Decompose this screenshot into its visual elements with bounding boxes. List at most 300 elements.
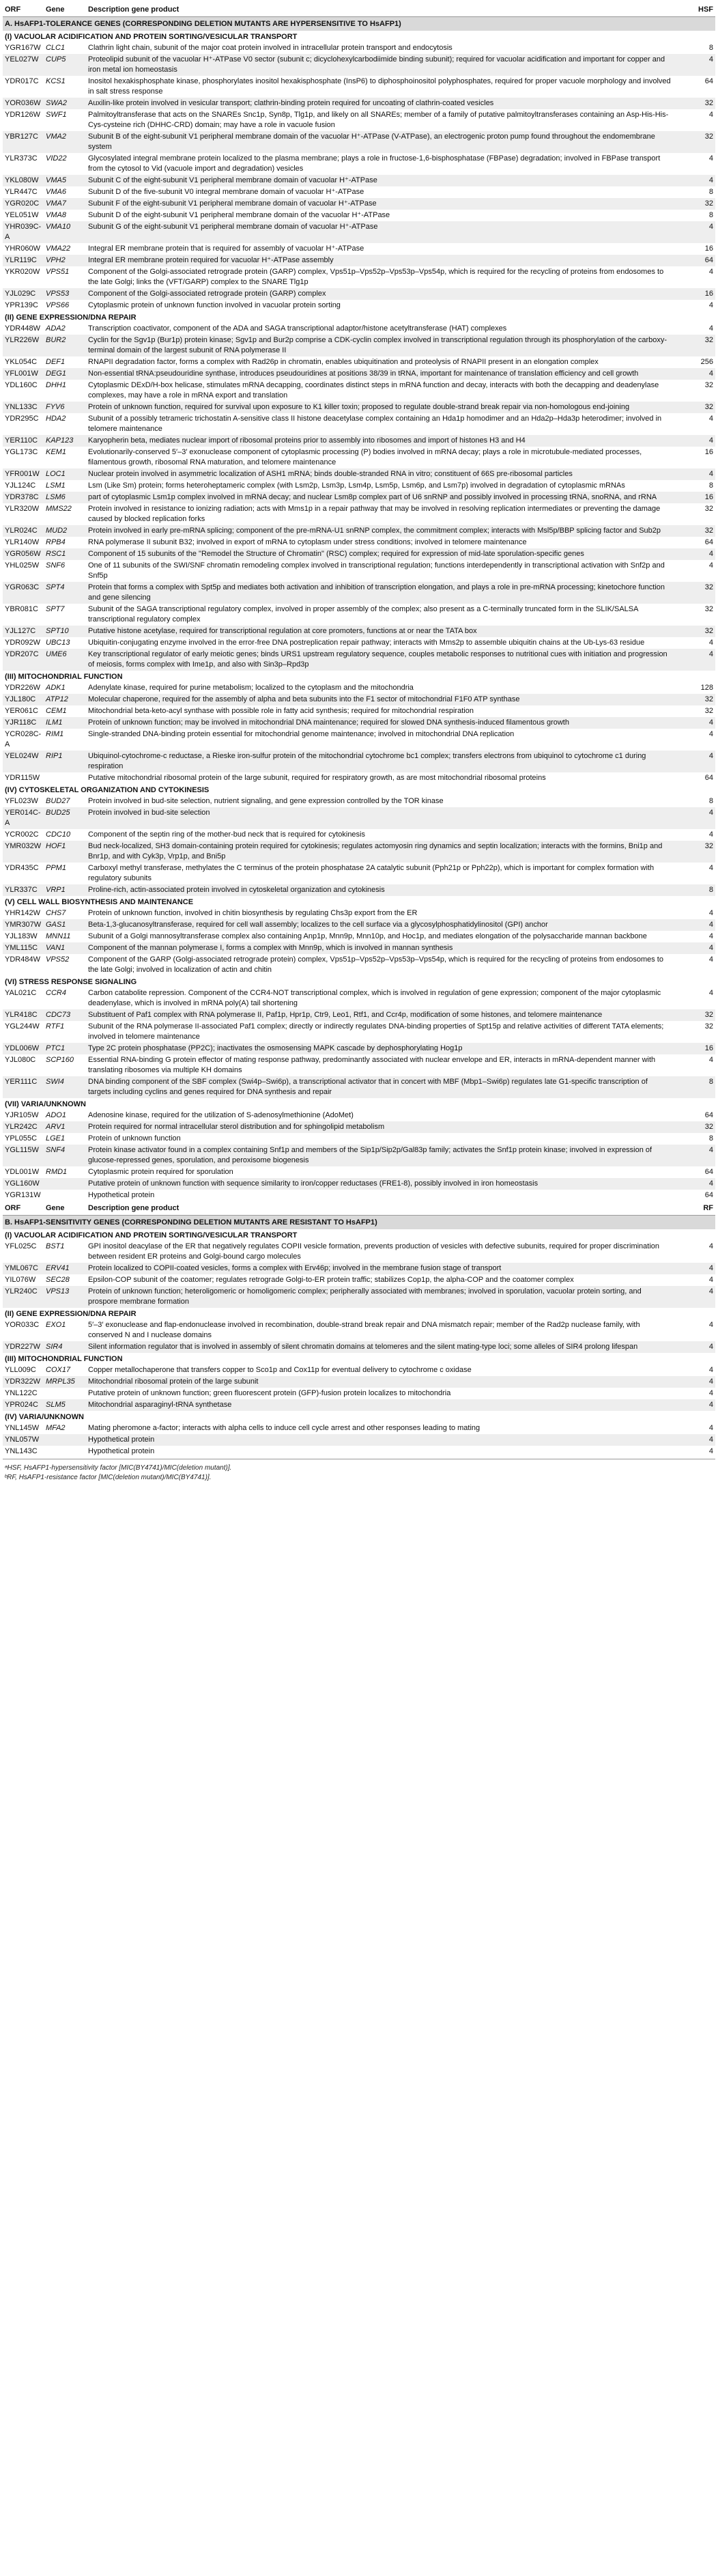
orf-cell: YPL055C [5, 1134, 38, 1143]
orf-cell: YLR373C [5, 154, 38, 163]
table-row [3, 1145, 715, 1166]
table-row [3, 480, 715, 492]
factor-cell: 4 [673, 548, 715, 560]
factor-cell: 4 [673, 468, 715, 480]
table-row [3, 560, 715, 582]
orf-cell: YLR240C [3, 1286, 44, 1308]
orf-cell: YLR337C [3, 884, 44, 896]
factor-cell: 4 [673, 1399, 715, 1411]
orf-cell: YDR484W [5, 955, 40, 964]
description-cell: Integral ER membrane protein required for vacuolar H⁺-ATPase assembly [86, 255, 673, 266]
description-cell: Copper metallochaperone that transfers copper to Sco1p and Cox11p for eventual delivery to cytochrome c oxidase [88, 1366, 472, 1374]
factor-cell: 4 [708, 1424, 713, 1432]
table-footnotes [3, 1459, 715, 1483]
description-cell: Cytoplasmic protein of unknown function involved in vacuolar protein sorting [88, 301, 341, 309]
gene-cell: ADK1 [46, 684, 66, 692]
table-row [3, 796, 715, 807]
table-row [3, 604, 715, 626]
description-cell: Evolutionarily-conserved 5′–3′ exonuclease component of cytoplasmic processing (P) bodies involved in mRNA decay; plays a role in microtubule-mediated processes, filamentous growth, ribosomal RNA maturation, and telomere maintenance [88, 448, 642, 466]
description-cell: Substituent of Paf1 complex with RNA polymerase II, Paf1p, Hpr1p, Ctr9, Leo1, Rtf1, and Ccr4p, modification of some histones, and telomere maintenance [86, 1009, 673, 1021]
orf-cell: YJL124C [5, 481, 36, 490]
orf-cell: YDR226W [5, 684, 40, 692]
gene-cell: VPS51 [46, 268, 70, 276]
description-cell: Mating pheromone a-factor; interacts with alpha cells to induce cell cycle arrest and other responses leading to mating [88, 1424, 480, 1432]
table-row [3, 1121, 715, 1133]
factor-cell: 4 [708, 301, 713, 309]
factor-cell: 16 [673, 492, 715, 503]
gene-cell: RSC1 [44, 548, 86, 560]
gene-cell: KEM1 [46, 448, 66, 456]
factor-cell: 8 [708, 188, 713, 196]
gene-cell [44, 1434, 86, 1446]
description-cell: Putative mitochondrial ribosomal protein of the large subunit, required for respiratory growth, as are most mitochondrial ribosomal proteins [88, 774, 546, 782]
category-heading: (I) VACUOLAR ACIDIFICATION AND PROTEIN SORTING/VESICULAR TRANSPORT [5, 33, 298, 41]
description-cell: Adenosine kinase, required for the utilization of S-adenosylmethionine (AdoMet) [88, 1111, 354, 1119]
table-row [3, 98, 715, 109]
orf-cell: YGL244W [5, 1022, 40, 1031]
category-heading: (II) GENE EXPRESSION/DNA REPAIR [5, 1310, 137, 1318]
factor-cell: 4 [673, 1263, 715, 1274]
gene-cell: VMA2 [44, 131, 86, 153]
gene-cell: VMA6 [46, 188, 66, 196]
orf-cell: YJL029C [3, 288, 44, 300]
description-cell: Component of the Golgi-associated retrograde protein (GARP) complex, Vps51p–Vps52p–Vps53p–Vps54p, which is required for the recycling of proteins from endosomes to the late Golgi; links the (VFT/GARP) complex to the SNARE Tlg1p [88, 268, 664, 286]
factor-cell: 32 [704, 605, 713, 613]
orf-cell: YLR024C [3, 525, 44, 537]
table-row [3, 626, 715, 637]
description-cell: Protein that forms a complex with Spt5p and mediates both activation and inhibition of transcription elongation, and plays a role in pre-mRNA processing; kinetochore function and gene silencing [86, 582, 673, 604]
description-cell: Beta-1,3-glucanosyltransferase, required for cell wall assembly; localizes to the cell surface via a glycosylphosphatidylinositol (GPI) anchor [86, 919, 673, 931]
gene-cell: MUD2 [44, 525, 86, 537]
orf-cell: YKR020W [5, 268, 40, 276]
description-cell: Silent information regulator that is involved in assembly of silent chromatin domains at telomeres and the silent mating-type loci; some alleles of SIR4 prolong lifespan [86, 1341, 673, 1353]
orf-cell: YNL133C [3, 402, 44, 413]
description-cell: Proline-rich, actin-associated protein involved in cytoskeletal organization and cytokinesis [86, 884, 673, 896]
gene-cell: SWF1 [46, 111, 67, 119]
orf-cell: YLR242C [3, 1121, 44, 1133]
description-cell: Component of the Golgi-associated retrograde protein (GARP) complex [86, 288, 673, 300]
gene-cell: GAS1 [44, 919, 86, 931]
factor-cell: 4 [708, 1056, 713, 1064]
description-cell: Protein involved in bud-site selection [86, 807, 673, 829]
table-row [3, 1364, 715, 1376]
description-cell: Bud neck-localized, SH3 domain-containing protein required for cytokinesis; regulates actomyosin ring dynamics and septin localization; interacts with the formins, Bni1p and Bnr1p, and with Cyk3p, Vrp1p, and Bni5p [86, 841, 673, 863]
description-cell: Palmitoyltransferase that acts on the SNAREs Snc1p, Syn8p, Tlg1p, and likely on all SNAREs; member of a family of putative palmitoyltransferases containing an Asp-His-His-Cys-cysteine rich (DHHC-CRD) domain; may have a role in vacuole fusion [88, 111, 669, 129]
table-row [3, 717, 715, 729]
orf-cell: YKL080W [3, 175, 44, 186]
table-row [3, 525, 715, 537]
description-cell: Auxilin-like protein involved in vesicular transport; clathrin-binding protein required for uncoating of clathrin-coated vesicles [86, 98, 673, 109]
table-row [3, 1076, 715, 1098]
factor-cell: 16 [704, 448, 713, 456]
footnote-hsf: ᵃHSF, HsAFP1-hypersensitivity factor [MIC(BY4741)/MIC(deletion mutant)]. [5, 1464, 232, 1472]
factor-cell: 4 [673, 221, 715, 243]
gene-cell: KAP123 [44, 435, 86, 447]
description-cell: Subunit of the RNA polymerase II-associated Paf1 complex; directly or indirectly regulates DNA-binding properties of Spt15p and relative activities of different TATA elements; involved in telomere maintenance [88, 1022, 664, 1041]
orf-cell: YDR227W [3, 1341, 44, 1353]
category-heading: (III) MITOCHONDRIAL FUNCTION [5, 1355, 123, 1363]
table-row [3, 919, 715, 931]
orf-cell: YAL021C [5, 989, 37, 997]
gene-cell: SWA2 [44, 98, 86, 109]
description-cell: Proteolipid subunit of the vacuolar H⁺-ATPase V0 sector (subunit c; dicyclohexylcarbodiimide binding subunit); required for vacuolar acidification and important for copper and iron metal ion homeostasis [86, 54, 673, 76]
orf-cell: YNL122C [5, 1389, 38, 1397]
category-heading: (IV) VARIA/UNKNOWN [5, 1413, 84, 1421]
gene-cell: CHS7 [46, 909, 66, 917]
table-row [3, 221, 715, 243]
factor-cell: 8 [708, 481, 713, 490]
orf-cell: YFR001W [3, 468, 44, 480]
factor-cell: 4 [673, 1286, 715, 1308]
table-row [3, 186, 715, 198]
orf-cell: YCR028C-A [5, 730, 42, 748]
description-cell: Protein involved in resistance to ionizing radiation; acts with Mms1p in a repair pathway that may be involved in resolving replication intermediates or preventing the damage caused by blocked replication forks [88, 505, 661, 523]
orf-cell: YLR320W [5, 505, 40, 513]
description-cell: Protein involved in bud-site selection, nutrient signaling, and gene expression controlled by the TOR kinase [88, 797, 444, 805]
factor-cell: 8 [708, 211, 713, 219]
table-row [3, 447, 715, 468]
column-header-description: Description gene product [86, 3, 673, 17]
category-heading-row [3, 1098, 715, 1110]
table-row [3, 1434, 715, 1446]
factor-cell: 4 [673, 717, 715, 729]
orf-cell: YFL001W [3, 368, 44, 380]
orf-cell: YHL025W [5, 561, 40, 570]
description-cell: Component of 15 subunits of the "Remodel the Structure of Chromatin" (RSC) complex; required for expression of mid-late sporulation-specific genes [86, 548, 673, 560]
factor-cell: 4 [708, 932, 713, 940]
orf-cell: YDR435C [5, 864, 39, 872]
gene-cell: VID22 [46, 154, 67, 163]
factor-cell: 4 [708, 1447, 713, 1455]
table-row [3, 243, 715, 255]
description-cell: Adenylate kinase, required for purine metabolism; localized to the cytoplasm and the mitochondria [88, 684, 414, 692]
description-cell: Subunit of a possibly tetrameric trichostatin A-sensitive class II histone deacetylase complex containing an Hda1p homodimer and an Hda2p–Hda3p heterodimer; involved in telomere maintenance [88, 415, 662, 433]
gene-cell: DHH1 [46, 381, 66, 389]
description-cell: Protein of unknown function; may be involved in mitochondrial DNA maintenance; required for slowed DNA synthesis-induced filamentous growth [86, 717, 673, 729]
gene-cell: BUD25 [44, 807, 86, 829]
factor-cell: 4 [673, 751, 715, 772]
table-row [3, 1388, 715, 1399]
description-cell: Hypothetical protein [86, 1434, 673, 1446]
orf-cell: YDR295C [5, 415, 39, 423]
orf-cell: YPR024C [3, 1399, 44, 1411]
gene-cell: CEM1 [46, 707, 67, 715]
table-row [3, 468, 715, 480]
gene-cell: UME6 [44, 649, 86, 671]
description-cell: RNA polymerase II subunit B32; involved in export of mRNA to cytoplasm under stress conditions; involved in telomere maintenance [88, 538, 527, 546]
table-row [3, 772, 715, 784]
category-heading-row [3, 311, 715, 323]
description-cell: Integral ER membrane protein that is required for assembly of vacuolar H⁺-ATPase [88, 244, 364, 253]
factor-cell: 4 [673, 175, 715, 186]
orf-cell: YLR119C [3, 255, 44, 266]
description-cell: Subunit F of the eight-subunit V1 peripheral membrane domain of vacuolar H⁺-ATPase [86, 198, 673, 210]
factor-cell: 4 [673, 807, 715, 829]
table-row [3, 368, 715, 380]
column-header-description: Description gene product [86, 1201, 673, 1216]
table-row [3, 492, 715, 503]
description-cell: Ubiquitin-conjugating enzyme involved in the error-free DNA postreplication repair pathway; interacts with Mms2p to assemble ubiquitin chains at the Ub-Lys-63 residue [88, 639, 645, 647]
table-row [3, 198, 715, 210]
gene-cell: CUP5 [44, 54, 86, 76]
gene-cell: RPB4 [46, 538, 66, 546]
description-cell: Type 2C protein phosphatase (PP2C); inactivates the osmosensing MAPK cascade by dephosphorylating Hog1p [86, 1043, 673, 1054]
gene-cell: KCS1 [46, 77, 66, 85]
table-row [3, 335, 715, 356]
gene-cell: VAN1 [44, 942, 86, 954]
factor-cell: 4 [708, 324, 713, 333]
factor-cell: 32 [673, 841, 715, 863]
gene-cell: RIP1 [44, 751, 86, 772]
gene-cell: MNN11 [46, 932, 71, 940]
gene-cell: ADA2 [46, 324, 66, 333]
factor-cell: 4 [673, 1341, 715, 1353]
description-cell: Subunit C of the eight-subunit V1 peripheral membrane domain of vacuolar H⁺-ATPase [86, 175, 673, 186]
factor-cell: 4 [708, 639, 713, 647]
gene-cell: RMD1 [46, 1168, 68, 1176]
description-cell: Cyclin for the Sgv1p (Bur1p) protein kinase; Sgv1p and Bur2p comprise a CDK-cyclin complex involved in transcriptional regulation through its phosphorylation of the carboxy-terminal domain of the largest subunit of RNA polymerase II [86, 335, 673, 356]
gene-cell: VRP1 [44, 884, 86, 896]
orf-cell: YKL054C [5, 358, 38, 366]
table-row [3, 863, 715, 884]
factor-cell: 256 [700, 358, 713, 366]
factor-cell: 4 [673, 368, 715, 380]
description-cell: Non-essential tRNA:pseudouridine synthase, introduces pseudouridines at positions 38/39 in tRNA, important for maintenance of translation efficiency and cell growth [86, 368, 673, 380]
factor-cell: 4 [708, 864, 713, 872]
orf-cell: YEL051W [5, 211, 39, 219]
gene-cell: DEF1 [46, 358, 66, 366]
table-row [3, 537, 715, 548]
description-cell: Protein of unknown function, required for survival upon exposure to K1 killer toxin; proposed to regulate double-strand break repair via non-homologous end-joining [86, 402, 673, 413]
gene-cell: CCR4 [46, 989, 66, 997]
column-header-value: HSF [673, 3, 715, 17]
description-cell: Lsm (Like Sm) protein; forms heteroheptameric complex (with Lsm2p, Lsm3p, Lsm4p, Lsm5p, Lsm6p, and Lsm7p) involved in degradation of cytoplasmic mRNAs [88, 481, 625, 490]
orf-cell: YJR118C [3, 717, 44, 729]
orf-cell: YHR060W [5, 244, 40, 253]
gene-cell: BUD27 [46, 797, 70, 805]
description-cell: Key transcriptional regulator of early meiotic genes; binds URS1 upstream regulatory sequence, couples metabolic responses to nutritional cues with initiation and progression of meiosis, forms complex with Ime1p, and also with Sin3p–Rpd3p [86, 649, 673, 671]
category-heading: (V) CELL WALL BIOSYNTHESIS AND MAINTENANCE [5, 898, 194, 906]
factor-cell: 32 [704, 1022, 713, 1031]
table-row [3, 1043, 715, 1054]
orf-cell: YGR167W [5, 44, 41, 52]
gene-cell: ILM1 [44, 717, 86, 729]
gene-cell: BST1 [46, 1242, 65, 1250]
category-heading-row [3, 1353, 715, 1364]
orf-cell: YLL009C [5, 1366, 36, 1374]
category-heading-row [3, 896, 715, 908]
description-cell: Ubiquinol-cytochrome-c reductase, a Rieske iron-sulfur protein of the mitochondrial cytochrome bc1 complex; transfers electrons from ubiquinol to cytochrome c1 during respiration [86, 751, 673, 772]
factor-cell: 4 [673, 1145, 715, 1166]
section-heading: A. HsAFP1-TOLERANCE GENES (CORRESPONDING DELETION MUTANTS ARE HYPERSENSITIVE TO HsAFP1) [3, 17, 715, 31]
description-cell: Subunit D of the eight-subunit V1 peripheral membrane domain of the vacuolar H⁺-ATPase [88, 211, 390, 219]
orf-cell: YNL057W [3, 1434, 44, 1446]
gene-cell [44, 1388, 86, 1399]
table-row [3, 175, 715, 186]
orf-cell: YJL180C [3, 694, 44, 705]
factor-cell: 16 [704, 244, 713, 253]
description-cell: Protein kinase activator found in a complex containing Snf1p and members of the Sip1p/Sip2p/Gal83p family; activates the Snf1p protein kinase; involved in expression of glucose-repressed genes, sporulation, and peroxisome biogenesis [86, 1145, 673, 1166]
orf-cell: YDR115W [5, 774, 40, 782]
orf-cell: YHR039C-A [3, 221, 44, 243]
factor-cell: 4 [708, 154, 713, 163]
gene-cell: BUR2 [44, 335, 86, 356]
factor-cell: 64 [704, 1168, 713, 1176]
table-row [3, 76, 715, 98]
description-cell: Hypothetical protein [88, 1191, 155, 1199]
orf-cell: YDL160C [5, 381, 38, 389]
table-row [3, 323, 715, 335]
factor-cell: 64 [704, 1111, 713, 1119]
description-cell: Putative histone acetylase, required for transcriptional regulation at core promoters, functions at or near the TATA box [86, 626, 673, 637]
factor-cell: 32 [673, 582, 715, 604]
gene-cell: LGE1 [46, 1134, 66, 1143]
orf-cell: YDR017C [5, 77, 39, 85]
gene-cell: PPM1 [46, 864, 66, 872]
factor-cell: 4 [708, 909, 713, 917]
category-heading-row [3, 1229, 715, 1241]
description-cell: Subunit D of the five-subunit V0 integral membrane domain of vacuolar H⁺-ATPase [88, 188, 364, 196]
table-row [3, 1190, 715, 1201]
orf-cell: YHR142W [5, 909, 40, 917]
description-cell: GPI inositol deacylase of the ER that negatively regulates COPII vesicle formation, prevents production of vesicles with defective subunits, required for proper discrimination between resident ER proteins and Golgi-bound cargo molecules [88, 1242, 660, 1261]
table-row [3, 1423, 715, 1434]
factor-cell: 32 [673, 1009, 715, 1021]
orf-cell: YDR378C [3, 492, 44, 503]
factor-cell: 4 [673, 1434, 715, 1446]
gene-table-body [3, 3, 715, 1457]
table-row [3, 548, 715, 560]
orf-cell: YNL145W [5, 1424, 40, 1432]
table-row [3, 288, 715, 300]
factor-cell: 32 [673, 402, 715, 413]
orf-cell: YEL027W [3, 54, 44, 76]
table-row [3, 1241, 715, 1263]
table-row [3, 266, 715, 288]
description-cell: Mitochondrial beta-keto-acyl synthase with possible role in fatty acid synthesis; required for mitochondrial respiration [88, 707, 474, 715]
table-row [3, 988, 715, 1009]
orf-cell: YEL024W [3, 751, 44, 772]
table-row [3, 637, 715, 649]
factor-cell: 4 [708, 1276, 713, 1284]
table-row [3, 729, 715, 751]
gene-cell [44, 772, 86, 784]
gene-cell: ADO1 [46, 1111, 66, 1119]
orf-cell: YJL183W [5, 932, 38, 940]
description-cell: Protein of unknown function; heteroligomeric or homoligomeric complex; peripherally associated with membranes; involved in sporulation, vacuolar protein sorting, and prospore membrane formation [86, 1286, 673, 1308]
description-cell: part of cytoplasmic Lsm1p complex involved in mRNA decay; and nuclear Lsm8p complex part of U6 snRNP and possibly involved in processing tRNA, snoRNA, and rRNA [86, 492, 673, 503]
description-cell: One of 11 subunits of the SWI/SNF chromatin remodeling complex involved in transcriptional regulation; functions interdependently in transcriptional activation with Snf2p and Snf5p [88, 561, 665, 580]
description-cell: Protein localized to COPII-coated vesicles, forms a complex with Erv46p; involved in the membrane fusion stage of transport [86, 1263, 673, 1274]
table-row [3, 54, 715, 76]
gene-cell: HOF1 [44, 841, 86, 863]
factor-cell: 64 [704, 77, 713, 85]
gene-cell: SCP160 [46, 1056, 74, 1064]
description-cell: Subunit of the SAGA transcriptional regulatory complex, involved in proper assembly of the complex; also present as a C-terminally truncated form in the SLIK/SALSA transcriptional regulatory complex [88, 605, 638, 624]
table-row [3, 380, 715, 402]
table-row [3, 807, 715, 829]
factor-cell: 8 [673, 884, 715, 896]
table-row [3, 908, 715, 919]
gene-cell: MRPL35 [44, 1376, 86, 1388]
table-row [3, 682, 715, 694]
gene-cell: SLM5 [44, 1399, 86, 1411]
gene-cell: LSM6 [44, 492, 86, 503]
table-row [3, 829, 715, 841]
gene-cell [44, 1190, 86, 1201]
gene-cell: SNF4 [44, 1145, 86, 1166]
description-cell: Nuclear protein involved in asymmetric localization of ASH1 mRNA; binds double-stranded RNA in vitro; constituent of 66S pre-ribosomal particles [86, 468, 673, 480]
orf-cell: YDL001W [5, 1168, 40, 1176]
factor-cell: 32 [673, 525, 715, 537]
category-heading: (IV) CYTOSKELETAL ORGANIZATION AND CYTOKINESIS [5, 786, 210, 794]
orf-cell: YPR139C [5, 301, 38, 309]
description-cell: Mitochondrial ribosomal protein of the large subunit [86, 1376, 673, 1388]
factor-cell: 8 [673, 1076, 715, 1098]
orf-cell: YLR418C [3, 1009, 44, 1021]
orf-cell: YML067C [3, 1263, 44, 1274]
description-cell: Component of the GARP (Golgi-associated retrograde protein) complex, Vps51p–Vps52p–Vps53p–Vps54p, which is required for the recycling of proteins from endosomes to the late Golgi; involved in localization of actin and chitin [88, 955, 663, 974]
table-row [3, 1009, 715, 1021]
orf-cell: YFL023W [5, 797, 38, 805]
category-heading-row [3, 784, 715, 796]
orf-cell: YDR126W [5, 111, 40, 119]
description-cell: Protein of unknown function [88, 1134, 181, 1143]
table-row [3, 300, 715, 311]
orf-cell: YER111C [3, 1076, 44, 1098]
orf-cell: YFL025C [5, 1242, 37, 1250]
table-row [3, 931, 715, 942]
factor-cell: 4 [673, 649, 715, 671]
gene-cell [44, 1446, 86, 1457]
description-cell: Karyopherin beta, mediates nuclear import of ribosomal proteins prior to assembly into ribosomes and import of histones H3 and H4 [86, 435, 673, 447]
factor-cell: 32 [673, 131, 715, 153]
orf-cell: YIL076W [5, 1276, 36, 1284]
factor-cell: 4 [673, 54, 715, 76]
gene-cell: VMA10 [44, 221, 86, 243]
table-row [3, 1178, 715, 1190]
factor-cell: 32 [673, 98, 715, 109]
gene-cell: ARV1 [44, 1121, 86, 1133]
factor-cell: 4 [708, 561, 713, 570]
factor-cell: 32 [704, 707, 713, 715]
description-cell: DNA binding component of the SBF complex (Swi4p–Swi6p), a transcriptional activator that in concert with MBF (Mbp1–Swi6p) regulates late G1-specific transcription of targets including cyclins and genes required for DNA synthesis and repair [86, 1076, 673, 1098]
gene-cell: UBC13 [46, 639, 70, 647]
factor-cell: 4 [708, 268, 713, 276]
factor-cell: 4 [708, 1242, 713, 1250]
factor-cell: 4 [708, 730, 713, 738]
factor-cell: 4 [673, 435, 715, 447]
table-row [3, 402, 715, 413]
factor-cell: 4 [708, 111, 713, 119]
gene-cell: MFA2 [46, 1424, 66, 1432]
factor-cell: 4 [708, 830, 713, 839]
description-cell: Putative protein of unknown function; green fluorescent protein (GFP)-fusion protein localizes to mitochondria [88, 1389, 451, 1397]
gene-cell: RIM1 [46, 730, 64, 738]
gene-cell: VMA5 [44, 175, 86, 186]
section-heading-row [3, 17, 715, 31]
table-row [3, 1274, 715, 1286]
gene-cell: MMS22 [46, 505, 72, 513]
table-row [3, 1166, 715, 1178]
orf-cell: YLR447C [5, 188, 38, 196]
description-cell: Component of the mannan polymerase I, forms a complex with Mnn9p, which is involved in mannan synthesis [86, 942, 673, 954]
table-row [3, 42, 715, 54]
gene-cell: VPS66 [46, 301, 70, 309]
table-row [3, 503, 715, 525]
gene-cell: VMA22 [46, 244, 71, 253]
factor-cell: 64 [704, 538, 713, 546]
